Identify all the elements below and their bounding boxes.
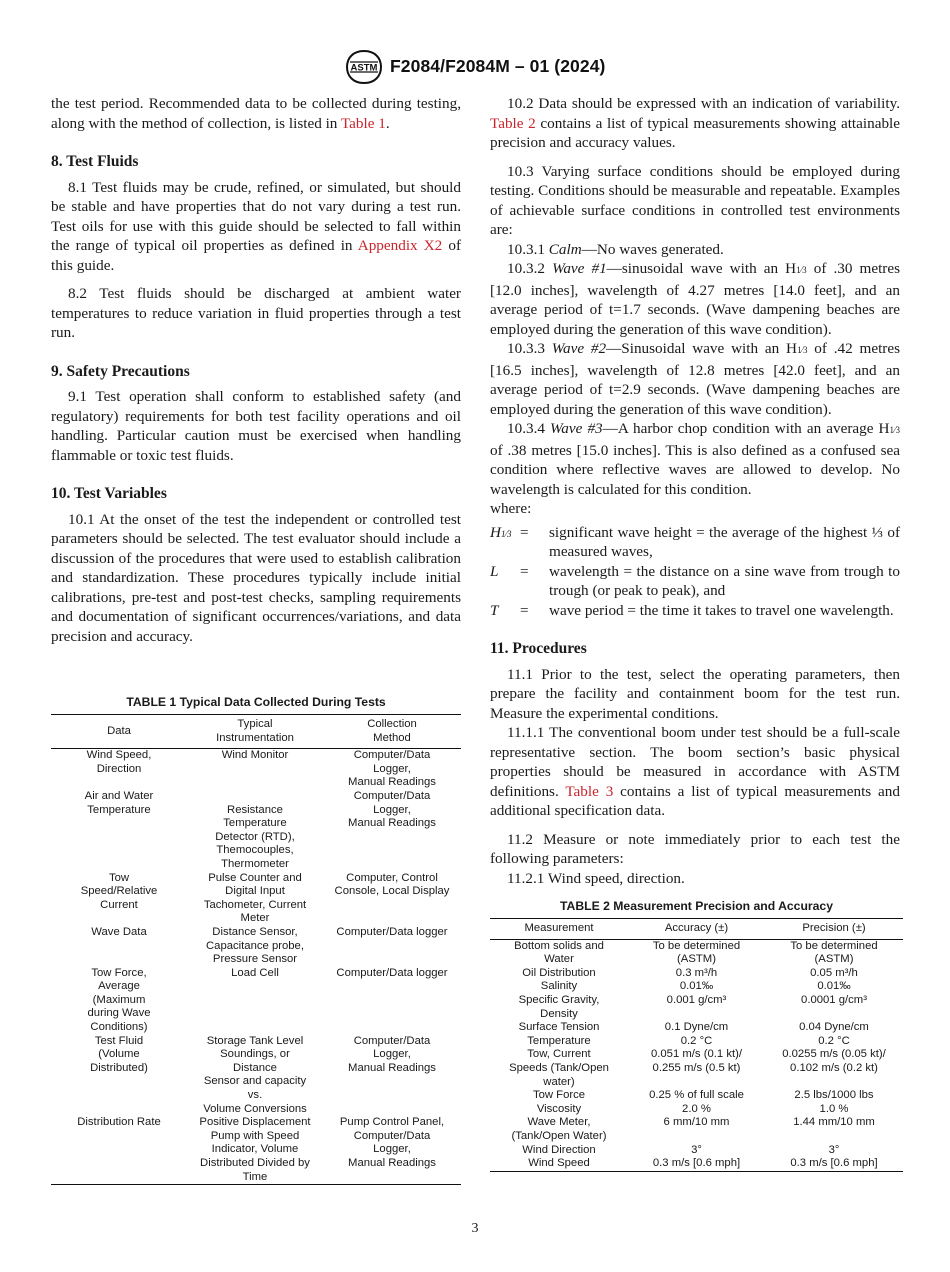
table-2-row [490, 939, 903, 967]
definition-equals: = [520, 523, 529, 541]
astm-logo-icon [344, 50, 384, 84]
table-1-cell: Distribution Rate [51, 1116, 187, 1184]
table-2-cell: Oil Distribution [522, 966, 596, 979]
table-1-cell: Computer/Data Logger, Manual Readings [348, 1034, 436, 1074]
table-1-row [51, 1035, 461, 1117]
table-2-row [490, 1035, 903, 1049]
table-2-cell: 0.0255 m/s (0.05 kt)/ 0.102 m/s (0.2 kt) [782, 1048, 886, 1074]
table-2-cell: 0.3 m/s [0.6 mph] [765, 1157, 903, 1171]
table-2-header-cell: Accuracy (±) [628, 919, 765, 940]
table-2-cell: To be determined (ASTM) [790, 939, 878, 966]
table-2-cell: 0.1 Dyne/cm [664, 1021, 729, 1034]
table-1-row [51, 749, 461, 790]
paragraph-8-2: 8.2 Test fluids should be discharged at ambient water temperatures to reduce variation in fluid properties through a test run. [51, 285, 461, 341]
variable-definitions [490, 523, 900, 621]
table-2-cell: 1.0 % [819, 1102, 849, 1115]
table-1-link[interactable]: Table 1 [340, 114, 386, 132]
paragraph-10-3-4: 10.3.4 Wave #3—A harbor chop condition with an average H1⁄3 of .38 metres [15.0 inches]. This is also defined as a confused sea condition where reflective waves are allowed to develop. No wavelength is calculated for this condition. [490, 420, 900, 498]
table-2-row [490, 980, 903, 994]
table-2-link[interactable]: Table 2 [490, 114, 536, 132]
paragraph-10-3-3: 10.3.3 Wave #2—Sinusoidal wave with an H1⁄3 of .42 metres [16.5 inches], wavelength of 12.8 metres [42.0 feet], and an average period of t=2.9 seconds. (Wave dampening beaches are employed during the generation of this wave condition). [490, 340, 901, 418]
table-2-row [490, 1089, 903, 1103]
paragraph-10-1: 10.1 At the onset of the test the independent or controlled test parameters should be selected. The test evaluator should include a discussion of the procedures that were used to establish calibration and standardization. These procedures typically include initial calibrations, pre-test and post-test checks, sampling requirements and documentation of significant occurrences/variations, and data precision and accuracy. [51, 510, 461, 645]
table-2-row [490, 1144, 903, 1158]
table-2-cell: 1.44 mm/10 mm [793, 1116, 875, 1129]
table-2-header-cell: Precision (±) [765, 919, 903, 940]
table-2-row [490, 1103, 903, 1117]
definition-item [490, 562, 900, 601]
table-2-grid [490, 918, 903, 1172]
table-2-cell: Tow, Current Speeds (Tank/Open water) [509, 1048, 609, 1088]
table-1-cell: Positive Displacement Pump with Speed Indicator, Volume Distributed Divided by Time [187, 1116, 323, 1184]
table-2-cell: 3° [828, 1143, 840, 1156]
definition-equals: = [520, 601, 529, 619]
paragraph-10-3-2: 10.3.2 Wave #1—sinusoidal wave with an H1⁄3 of .30 metres [12.0 inches], wavelength of 4.27 metres [14.0 feet], and an average period of t=1.7 seconds. (Wave dampening beaches are employed during the generation of this wave condition). [490, 260, 900, 338]
table-1-cell: Air and Water Temperature [84, 789, 154, 816]
table-1-cell: Wave Data [91, 925, 147, 938]
table-2 [490, 899, 903, 1172]
table-2-cell: 0.25 % of full scale [649, 1089, 744, 1102]
table-2-cell: Wind Direction [522, 1143, 596, 1156]
table-1-cell: Tow Speed/Relative Current [80, 871, 158, 911]
astm-logo-text: ASTM [350, 62, 378, 74]
section-9-heading: 9. Safety Precautions [51, 362, 190, 380]
section-11-heading: 11. Procedures [490, 640, 587, 657]
document-designation: F2084/F2084M – 01 (2024) [390, 56, 606, 76]
table-2-cell: 0.05 m³/h [810, 966, 858, 979]
table-2-row [490, 967, 903, 981]
table-2-cell: 0.01‰ [679, 980, 714, 993]
table-3-link[interactable]: Table 3 [565, 782, 614, 800]
definition-equals: = [520, 562, 529, 580]
table-1-cell: Distance Sensor, Capacitance probe, Pressure Sensor [206, 925, 304, 966]
table-1-header-row [51, 715, 461, 749]
table-2-cell: Surface Tension [518, 1021, 600, 1034]
definition-symbol: L [490, 562, 499, 580]
paragraph-10-3: 10.3 Varying surface conditions should be employed during testing. Conditions should be measurable and repeatable. Examples of achievable surface conditions in controlled test environments are: [490, 162, 900, 238]
table-2-cell: 2.0 % [682, 1102, 711, 1115]
table-1 [51, 695, 461, 1185]
paragraph-10-3-1: 10.3.1 Calm—No waves generated. [507, 240, 724, 258]
definition-text: wavelength = the distance on a sine wave from trough to trough (or peak to peak), and [549, 562, 900, 599]
table-1-cell: Wind Speed, Direction [86, 749, 152, 775]
table-2-cell: Wave Meter, (Tank/Open Water) [511, 1116, 607, 1142]
table-2-cell: Viscosity [536, 1102, 582, 1115]
paragraph-9-1: 9.1 Test operation shall conform to established safety (and regulatory) requirements for both test facility operations and oil handling. Particular caution must be exercised when handling flammable or toxic test fluids. [51, 388, 461, 464]
table-1-cell: Computer/Data Logger, Manual Readings [348, 789, 436, 830]
paragraph-11-2: 11.2 Measure or note immediately prior to each test the following parameters: [490, 830, 900, 867]
table-1-cell: Resistance Temperature Detector (RTD), Themocouples, Thermometer [215, 803, 295, 870]
table-1-row [51, 790, 461, 872]
left-column [51, 94, 461, 646]
table-2-cell: 0.001 g/cm³ [666, 993, 727, 1006]
table-1-cell: Pulse Counter and Digital Input Tachometer, Current Meter [203, 871, 307, 925]
table-1-cell: Computer/Data Logger, Manual Readings [348, 749, 436, 789]
definition-symbol: H1⁄3 [490, 523, 512, 541]
appendix-x2-link[interactable]: Appendix X2 [357, 237, 443, 254]
table-2-caption: TABLE 2 Measurement Precision and Accuracy [560, 899, 833, 913]
table-2-cell: Specific Gravity, Density [518, 993, 600, 1020]
table-2-cell: 3° [691, 1143, 702, 1156]
table-1-row [51, 1116, 461, 1184]
table-1-cell: Storage Tank Level Soundings, or Distance Sensor and capacity vs. Volume Conversions [203, 1034, 307, 1115]
table-2-cell: Tow Force [532, 1089, 586, 1102]
table-2-cell: 0.3 m³/h [675, 966, 718, 979]
definition-item [490, 523, 900, 562]
table-1-caption: TABLE 1 Typical Data Collected During Tests [126, 695, 386, 709]
table-2-cell: To be determined (ASTM) [652, 939, 741, 966]
table-1-cell: Computer/Data logger [336, 966, 448, 979]
table-1-row [51, 872, 461, 926]
table-2-row [490, 1021, 903, 1035]
table-2-cell: 0.2 °C [818, 1034, 850, 1047]
table-1-cell: Load Cell [231, 966, 279, 979]
paragraph-11-1: 11.1 Prior to the test, select the operating parameters, then prepare the facility and containment boom for the test run. Measure the experimental conditions. [490, 665, 900, 722]
page-number: 3 [471, 1221, 479, 1236]
table-2-cell: 2.5 lbs/1000 lbs [794, 1089, 874, 1102]
where-label: where: [490, 500, 532, 517]
table-1-cell: Computer, Control Console, Local Display [334, 871, 450, 898]
intro-paragraph: the test period. Recommended data to be collected during testing, along with the method of collection, is listed in Table 1. [51, 95, 461, 132]
table-1-row [51, 926, 461, 967]
table-1-grid [51, 714, 461, 1185]
table-1-header-cell: Typical Instrumentation [187, 715, 323, 749]
table-2-cell: 0.051 m/s (0.1 kt)/ 0.255 m/s (0.5 kt) [650, 1048, 743, 1074]
table-2-cell: 0.3 m/s [0.6 mph] [628, 1157, 765, 1171]
table-1-cell: Wind Monitor [221, 749, 289, 762]
table-2-cell: 0.2 °C [680, 1034, 713, 1047]
table-2-cell: Salinity [540, 980, 578, 993]
definition-symbol-subscript: 1⁄3 [500, 528, 512, 539]
definition-item [490, 601, 900, 621]
definition-symbol: T [490, 601, 499, 619]
paragraph-11-1-1: 11.1.1 The conventional boom under test should be a full-scale representative section. The boom section’s basic physical properties should be measured in accordance with ASTM definitions. Table 3 contains a list of typical measurements and additional specification data. [490, 724, 900, 819]
table-2-row [490, 1157, 903, 1171]
paragraph-10-2: 10.2 Data should be expressed with an indication of variability. Table 2 contains a list of typical measurements showing attainable precision and accuracy values. [490, 95, 901, 151]
table-2-header-row [490, 919, 903, 940]
table-1-cell: Test Fluid (Volume Distributed) [90, 1034, 148, 1074]
table-2-cell: Bottom solids and Water [514, 939, 604, 966]
table-1-cell: Computer/Data logger [336, 925, 448, 938]
table-1-cell: Pump Control Panel, Computer/Data Logger, Manual Readings [323, 1116, 461, 1184]
table-1-cell: Tow Force, Average (Maximum during Wave Conditions) [87, 966, 151, 1034]
paragraph-11-2-1: 11.2.1 Wind speed, direction. [507, 869, 685, 887]
table-2-cell: 0.01‰ [817, 980, 851, 993]
table-2-header-cell: Measurement [490, 919, 628, 940]
table-2-cell: Wind Speed [490, 1157, 628, 1171]
table-2-row [490, 1048, 903, 1089]
page-header [0, 50, 950, 86]
section-8-heading: 8. Test Fluids [51, 153, 139, 170]
definition-text: wave period = the time it takes to travel one wavelength. [549, 601, 894, 619]
table-1-header-cell: Collection Method [323, 715, 461, 749]
right-column [490, 94, 900, 888]
table-2-row [490, 994, 903, 1021]
section-10-heading: 10. Test Variables [51, 485, 167, 502]
table-2-row [490, 1116, 903, 1143]
table-2-cell: 0.0001 g/cm³ [801, 993, 867, 1006]
paragraph-8-1: 8.1 Test fluids may be crude, refined, or simulated, but should be stable and have properties that do not vary during a test run. Test oils for use with this guide should be selected to fall within the range of typical oil properties as defined in Appendix X2 of this guide. [51, 178, 461, 274]
definition-text: significant wave height = the average of the highest ⅓ of measured waves, [549, 523, 900, 560]
table-1-header-cell: Data [51, 715, 187, 749]
table-2-cell: 6 mm/10 mm [663, 1116, 730, 1129]
table-2-cell: Temperature [527, 1034, 591, 1047]
table-1-row [51, 967, 461, 1035]
table-2-cell: 0.04 Dyne/cm [799, 1021, 869, 1034]
